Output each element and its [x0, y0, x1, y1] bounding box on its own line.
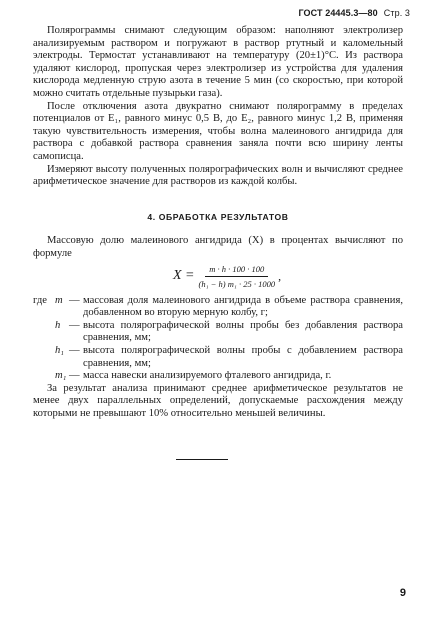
standard-code: ГОСТ 24445.3—80	[298, 8, 378, 18]
definition-item	[33, 345, 403, 370]
definition-dash: —	[69, 319, 80, 331]
definition-dash: —	[69, 294, 80, 306]
formula-numerator: m · h · 100 · 100	[205, 263, 268, 278]
definition-symbol: h	[55, 319, 61, 331]
end-rule	[176, 459, 228, 460]
definition-text: масса навески анализируемого фталевого ангидрида, г.	[83, 370, 332, 382]
formula-intro: Массовую долю малеинового ангидрида (X) в процентах вычисляют по формуле	[33, 235, 403, 259]
page-number: 9	[399, 587, 406, 599]
definition-item	[33, 320, 403, 345]
paragraph-measurement: Измеряют высоту полученных полярографических волн и вычисляют среднее арифметическое значение для растворов из каждой колбы.	[33, 163, 403, 188]
paragraph-conclusion: За результат анализа принимают среднее арифметическое результатов не менее двух параллельных определений, допускаемые расхождения между которыми не превышают 10% относительно меньшей величины.	[33, 382, 403, 420]
body-text	[33, 25, 403, 421]
section-title: 4. ОБРАБОТКА РЕЗУЛЬТАТОВ	[147, 211, 289, 222]
formula-lhs: X =	[173, 268, 195, 284]
where-label: где	[33, 294, 47, 306]
definition-dash: —	[69, 370, 80, 382]
definitions	[33, 295, 403, 383]
header-page-label: Стр. 3	[383, 8, 410, 18]
definition-text: высота полярографической волны пробы без добавления раствора сравнения, мм;	[83, 319, 403, 344]
formula	[173, 263, 403, 291]
formula-denominator: (h₁ − h) m₁ · 25 · 1000	[198, 279, 276, 290]
paragraph-polarogram: После отключения азота двукратно снимают полярограмму в пределах потенциалов от E₁, равного минус 0,5 В, до E₂, равного минус 1,2 В, применяя такую чувствительность измерения, чтобы волна малеинового ангидрида для раствора с добавкой раствора сравнения заняла почти всю ширину ленты самописца.	[33, 100, 403, 162]
formula-tail: ,	[278, 269, 282, 284]
definition-symbol: m₁	[55, 370, 67, 382]
definition-text: высота полярографической волны пробы с добавлением раствора сравнения, мм;	[83, 345, 403, 369]
definition-item	[33, 295, 403, 320]
formula-fraction	[199, 263, 276, 291]
definition-item	[33, 370, 403, 383]
paragraph-procedure: Полярограммы снимают следующим образом: наполняют электролизер анализируемым раствором и погружают в раствор ртутный и каломельный электроды. Термостат устанавливают на температуру (20±1)°С. Из раствора удаляют кислород, пропуская через электролизер из устройства для удаления кислорода медленную струю азота в течение 5 мин (со скоростью, при которой можно считать отдельные пузырьки газа).	[33, 25, 403, 99]
definition-symbol: h₁	[55, 345, 64, 357]
definition-dash: —	[69, 345, 80, 357]
page-header	[298, 8, 410, 18]
definition-symbol: m	[55, 294, 63, 306]
definition-text: массовая доля малеинового ангидрида в объеме раствора сравнения, добавленном во вторую мерную колбу, г;	[83, 294, 403, 319]
